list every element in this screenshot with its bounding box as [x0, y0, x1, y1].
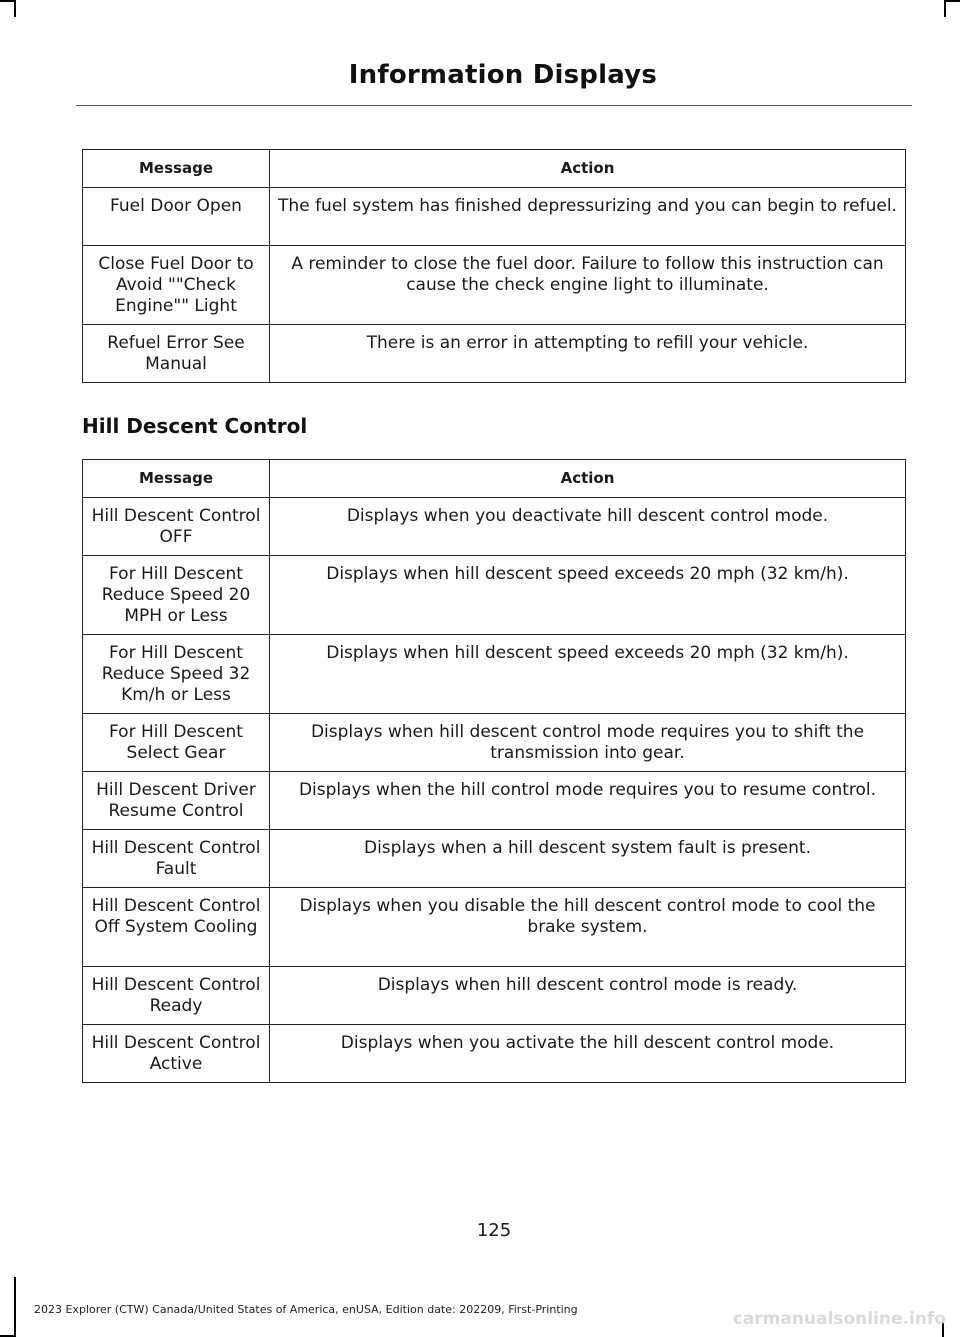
crop-mark — [944, 0, 946, 17]
watermark: carmanualsonline.info — [732, 1309, 946, 1329]
message-cell: For Hill Descent Reduce Speed 32 Km/h or Less — [83, 635, 270, 714]
action-cell: Displays when hill descent speed exceeds 20 mph (32 km/h). — [270, 635, 906, 714]
message-cell: Fuel Door Open — [83, 188, 270, 246]
fuel-messages-table — [82, 149, 906, 383]
table-row — [83, 325, 906, 383]
page-number: 125 — [476, 1220, 512, 1241]
column-header-message: Message — [83, 150, 270, 188]
page-title: Information Displays — [348, 60, 657, 90]
hill-descent-messages-table — [82, 459, 906, 1083]
action-cell: Displays when you disable the hill descent control mode to cool the brake system. — [270, 888, 906, 967]
action-cell: Displays when hill descent speed exceeds 20 mph (32 km/h). — [270, 556, 906, 635]
table-header-row — [83, 150, 906, 188]
message-cell: Refuel Error See Manual — [83, 325, 270, 383]
table-row — [83, 772, 906, 830]
action-cell: There is an error in attempting to refill your vehicle. — [270, 325, 906, 383]
message-cell: Close Fuel Door to Avoid ""Check Engine"" Light — [83, 246, 270, 325]
action-cell: Displays when a hill descent system fault is present. — [270, 830, 906, 888]
action-cell: Displays when you deactivate hill descent control mode. — [270, 498, 906, 556]
action-cell: The fuel system has finished depressurizing and you can begin to refuel. — [270, 188, 906, 246]
column-header-message: Message — [83, 460, 270, 498]
crop-mark — [14, 1277, 16, 1337]
title-divider — [76, 105, 912, 106]
action-cell: Displays when hill descent control mode requires you to shift the transmission into gear. — [270, 714, 906, 772]
crop-mark — [0, 0, 14, 2]
table-row — [83, 498, 906, 556]
crop-mark — [946, 0, 960, 2]
action-cell: Displays when hill descent control mode is ready. — [270, 967, 906, 1025]
action-cell: A reminder to close the fuel door. Failure to follow this instruction can cause the check engine light to illuminate. — [270, 246, 906, 325]
table-row — [83, 246, 906, 325]
edition-footer: 2023 Explorer (CTW) Canada/United States of America, enUSA, Edition date: 202209, First-Printing — [34, 1303, 578, 1316]
message-cell: For Hill Descent Reduce Speed 20 MPH or Less — [83, 556, 270, 635]
message-cell: Hill Descent Control OFF — [83, 498, 270, 556]
table-row — [83, 830, 906, 888]
table-row — [83, 188, 906, 246]
table-header-row — [83, 460, 906, 498]
column-header-action: Action — [270, 150, 906, 188]
table-row — [83, 556, 906, 635]
column-header-action: Action — [270, 460, 906, 498]
table-row — [83, 888, 906, 967]
action-cell: Displays when you activate the hill descent control mode. — [270, 1025, 906, 1083]
crop-mark — [14, 0, 16, 17]
action-cell: Displays when the hill control mode requires you to resume control. — [270, 772, 906, 830]
table-row — [83, 635, 906, 714]
message-cell: Hill Descent Driver Resume Control — [83, 772, 270, 830]
message-cell: Hill Descent Control Ready — [83, 967, 270, 1025]
message-cell: Hill Descent Control Active — [83, 1025, 270, 1083]
table-row — [83, 967, 906, 1025]
section-heading: Hill Descent Control — [82, 414, 308, 438]
table-row — [83, 714, 906, 772]
message-cell: Hill Descent Control Fault — [83, 830, 270, 888]
message-cell: For Hill Descent Select Gear — [83, 714, 270, 772]
table-row — [83, 1025, 906, 1083]
message-cell: Hill Descent Control Off System Cooling — [83, 888, 270, 967]
